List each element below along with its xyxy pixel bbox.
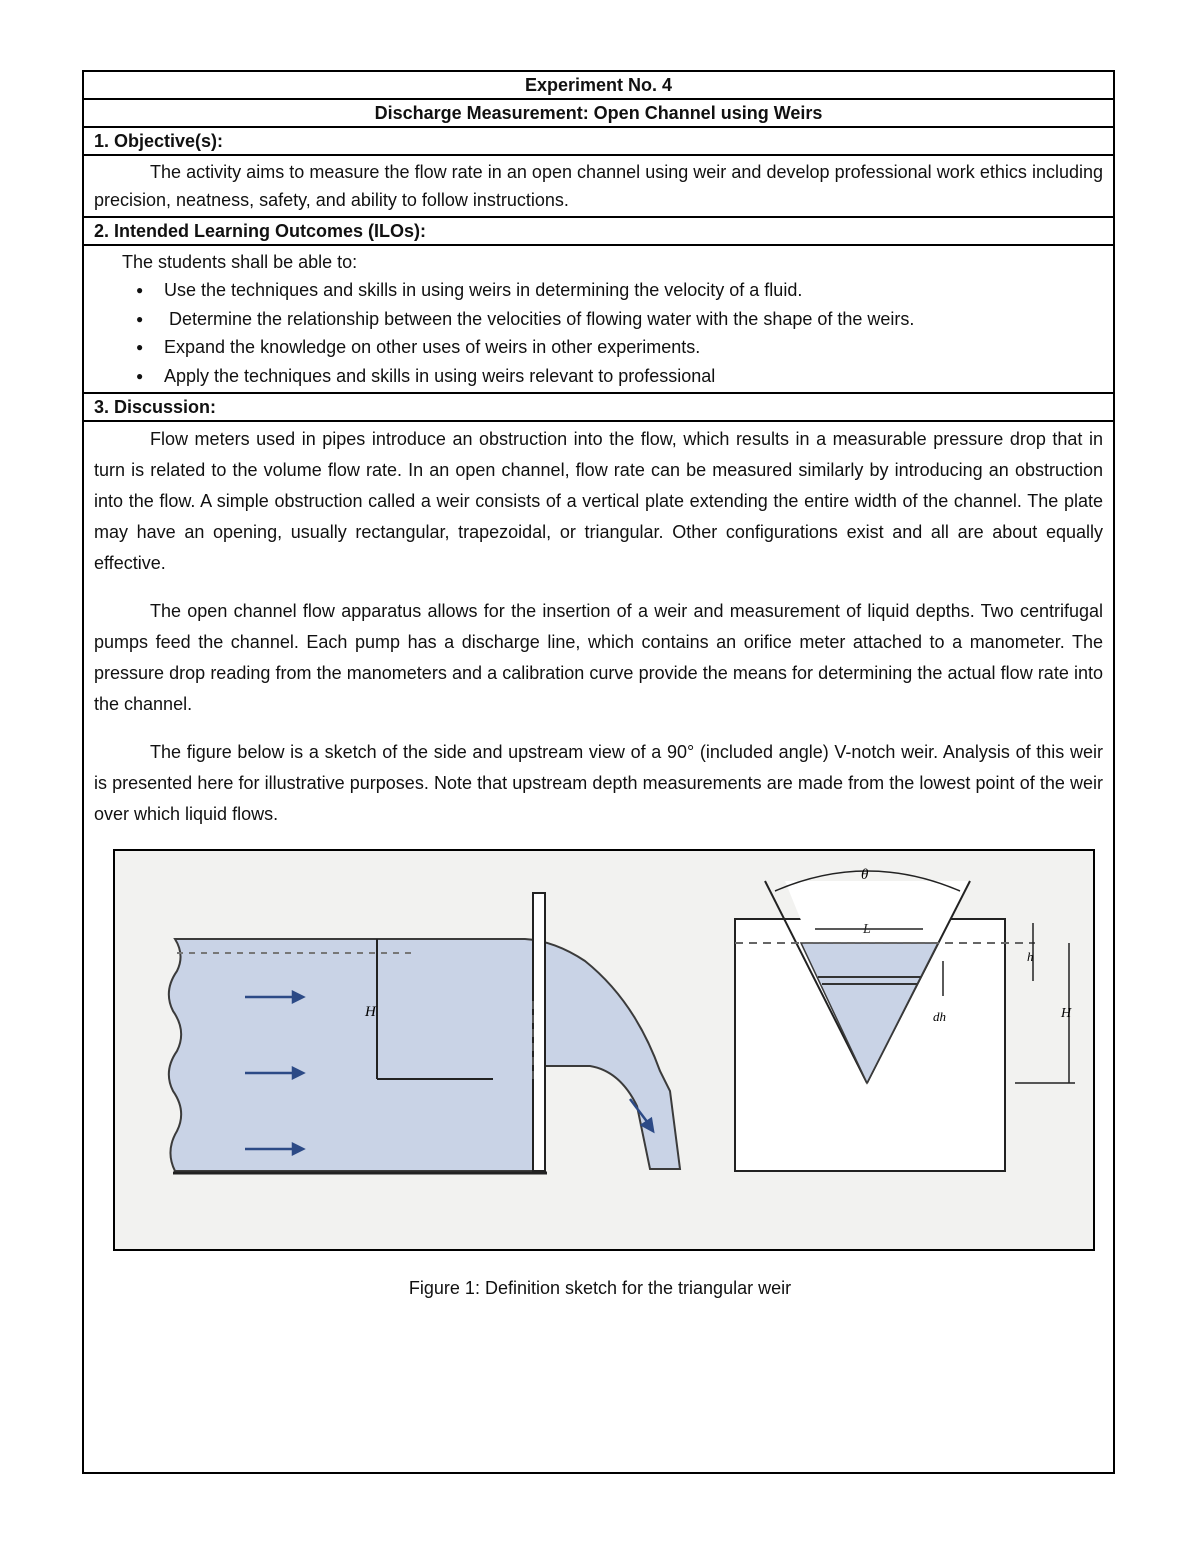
experiment-title: Experiment No. 4 bbox=[84, 72, 1113, 100]
discussion-paragraph: Flow meters used in pipes introduce an obstruction into the flow, which results in a measurable pressure drop that in turn is related to the volume flow rate. In an open channel, flow rate can be measured similarly by introducing an obstruction into the flow. A simple obstruction called a weir consists of a vertical plate extending the entire width of the channel. The plate may have an opening, usually rectangular, trapezoidal, or triangular. Other configurations exist and all are about equally effective. bbox=[94, 429, 1103, 573]
discussion-paragraph: The open channel flow apparatus allows for the insertion of a weir and measurement of liquid depths. Two centrifugal pumps feed the channel. Each pump has a discharge line, which contains an orifice meter attached to a manometer. The pressure drop reading from the manometers and a calibration curve provide the means for determining the actual flow rate into the channel. bbox=[94, 601, 1103, 714]
objective-section bbox=[84, 156, 1113, 218]
weir-figure bbox=[113, 849, 1095, 1251]
weir-diagram bbox=[115, 851, 1095, 1251]
ilos-list bbox=[122, 276, 1103, 390]
discussion-heading: 3. Discussion: bbox=[84, 394, 1113, 422]
weir-plate bbox=[533, 893, 545, 1171]
discussion-section bbox=[84, 422, 1113, 830]
list-item: ● Determine the relationship between the velocities of flowing water with the shape of the weirs. bbox=[164, 305, 1103, 334]
experiment-subtitle: Discharge Measurement: Open Channel using Weirs bbox=[84, 100, 1113, 128]
ilos-section bbox=[84, 246, 1113, 394]
ilos-heading: 2. Intended Learning Outcomes (ILOs): bbox=[84, 218, 1113, 246]
label-H-front: H bbox=[1061, 1006, 1072, 1021]
list-item: ● Apply the techniques and skills in using weirs relevant to professional bbox=[164, 362, 1103, 391]
label-H-side: H bbox=[365, 1004, 376, 1020]
ilos-intro: The students shall be able to: bbox=[122, 252, 358, 272]
objective-text: The activity aims to measure the flow rate in an open channel using weir and develop professional work ethics including precision, neatness, safety, and ability to follow instructions. bbox=[94, 162, 1103, 210]
side-water bbox=[169, 939, 680, 1171]
label-theta: θ bbox=[861, 867, 869, 883]
label-h: h bbox=[1027, 949, 1034, 964]
figure-caption: Figure 1: Definition sketch for the triangular weir bbox=[408, 1278, 792, 1298]
document-frame bbox=[82, 70, 1115, 1474]
list-item: ● Use the techniques and skills in using weirs in determining the velocity of a fluid. bbox=[164, 276, 1103, 305]
discussion-paragraph: The figure below is a sketch of the side and upstream view of a 90° (included angle) V-notch weir. Analysis of this weir is presented here for illustrative purposes. Note that upstream depth measurements are made from the lowest point of the weir over which liquid flows. bbox=[94, 742, 1103, 824]
label-L: L bbox=[863, 922, 871, 937]
list-item: ● Expand the knowledge on other uses of weirs in other experiments. bbox=[164, 333, 1103, 362]
objective-heading: 1. Objective(s): bbox=[84, 128, 1113, 156]
label-dh: dh bbox=[933, 1009, 946, 1024]
